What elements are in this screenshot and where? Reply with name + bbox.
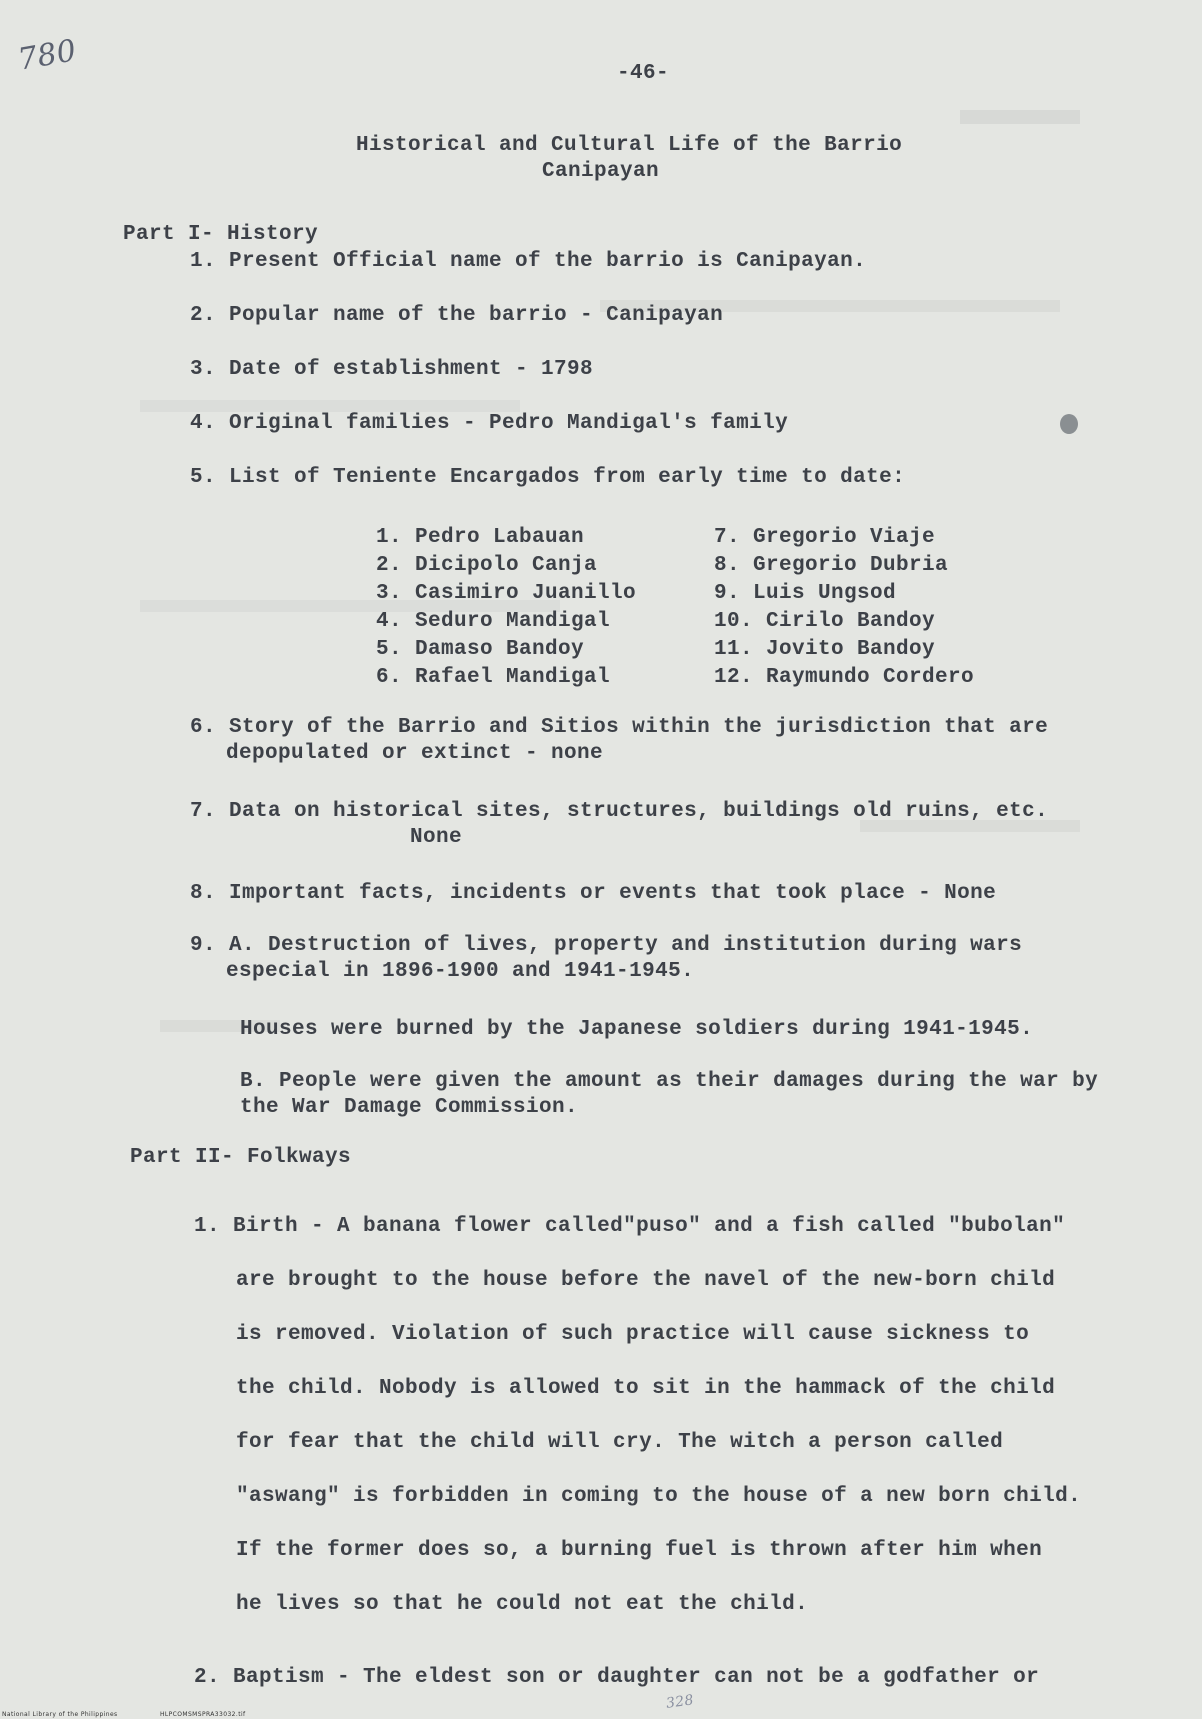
list-item: 8. Gregorio Dubria [714, 554, 949, 577]
history-item-9b-cont: the War Damage Commission. [240, 1096, 579, 1119]
list-item: 12. Raymundo Cordero [714, 666, 975, 689]
handwritten-page-number: 780 [15, 33, 80, 78]
bottom-stamp-number: 328 [665, 1692, 695, 1712]
history-item-4: 4. Original families - Pedro Mandigal's family [190, 412, 789, 435]
history-item-9a-cont: especial in 1896-1900 and 1941-1945. [226, 960, 695, 983]
list-item: 6. Rafael Mandigal [376, 666, 611, 689]
document-title: Historical and Cultural Life of the Barrio [356, 134, 903, 157]
folkways-birth [194, 1200, 1081, 1632]
list-item: 4. Seduro Mandigal [376, 610, 611, 633]
part1-heading: Part I- History [123, 223, 319, 246]
history-item-7: 7. Data on historical sites, structures, buildings old ruins, etc. [190, 800, 1049, 823]
teniente-list-right [714, 524, 974, 692]
history-item-6: 6. Story of the Barrio and Sitios within the jurisdiction that are [190, 716, 1049, 739]
history-item-9-houses: Houses were burned by the Japanese soldiers during 1941-1945. [240, 1018, 1034, 1041]
history-item-6-cont: depopulated or extinct - none [226, 742, 604, 765]
footer-filename: HLPCOMSMSPRA33032.tif [160, 1711, 246, 1718]
birth-line: are brought to the house before the navel of the new-born child [236, 1269, 1056, 1292]
part2-heading: Part II- Folkways [130, 1146, 352, 1169]
ink-smudge [1060, 414, 1078, 434]
history-item-9b: B. People were given the amount as their damages during the war by [240, 1070, 1099, 1093]
list-item: 5. Damaso Bandoy [376, 638, 585, 661]
folkways-baptism: 2. Baptism - The eldest son or daughter can not be a godfather or [194, 1666, 1040, 1689]
barrio-name-title: Canipayan [542, 160, 660, 183]
history-item-1: 1. Present Official name of the barrio is Canipayan. [190, 250, 867, 273]
history-item-5: 5. List of Teniente Encargados from early time to date: [190, 466, 906, 489]
birth-line: If the former does so, a burning fuel is thrown after him when [236, 1539, 1043, 1562]
birth-line: he lives so that he could not eat the child. [236, 1593, 809, 1616]
footer-credit: National Library of the Philippines [2, 1711, 118, 1718]
teniente-list-left [376, 524, 636, 692]
birth-line: 1. Birth - A banana flower called"puso" and a fish called "bubolan" [194, 1215, 1066, 1238]
birth-line: the child. Nobody is allowed to sit in the hammack of the child [236, 1377, 1056, 1400]
list-item: 2. Dicipolo Canja [376, 554, 598, 577]
birth-line: is removed. Violation of such practice will cause sickness to [236, 1323, 1030, 1346]
list-item: 7. Gregorio Viaje [714, 526, 936, 549]
list-item: 10. Cirilo Bandoy [714, 610, 936, 633]
history-item-2: 2. Popular name of the barrio - Canipayan [190, 304, 724, 327]
birth-line: "aswang" is forbidden in coming to the house of a new born child. [236, 1485, 1082, 1508]
page-number: -46- [617, 62, 670, 85]
list-item: 9. Luis Ungsod [714, 582, 897, 605]
list-item: 1. Pedro Labauan [376, 526, 585, 549]
history-item-8: 8. Important facts, incidents or events that took place - None [190, 882, 997, 905]
history-item-3: 3. Date of establishment - 1798 [190, 358, 594, 381]
birth-line: for fear that the child will cry. The witch a person called [236, 1431, 1004, 1454]
history-item-7-cont: None [410, 826, 463, 849]
list-item: 3. Casimiro Juanillo [376, 582, 637, 605]
list-item: 11. Jovito Bandoy [714, 638, 936, 661]
history-item-9a: 9. A. Destruction of lives, property and institution during wars [190, 934, 1023, 957]
